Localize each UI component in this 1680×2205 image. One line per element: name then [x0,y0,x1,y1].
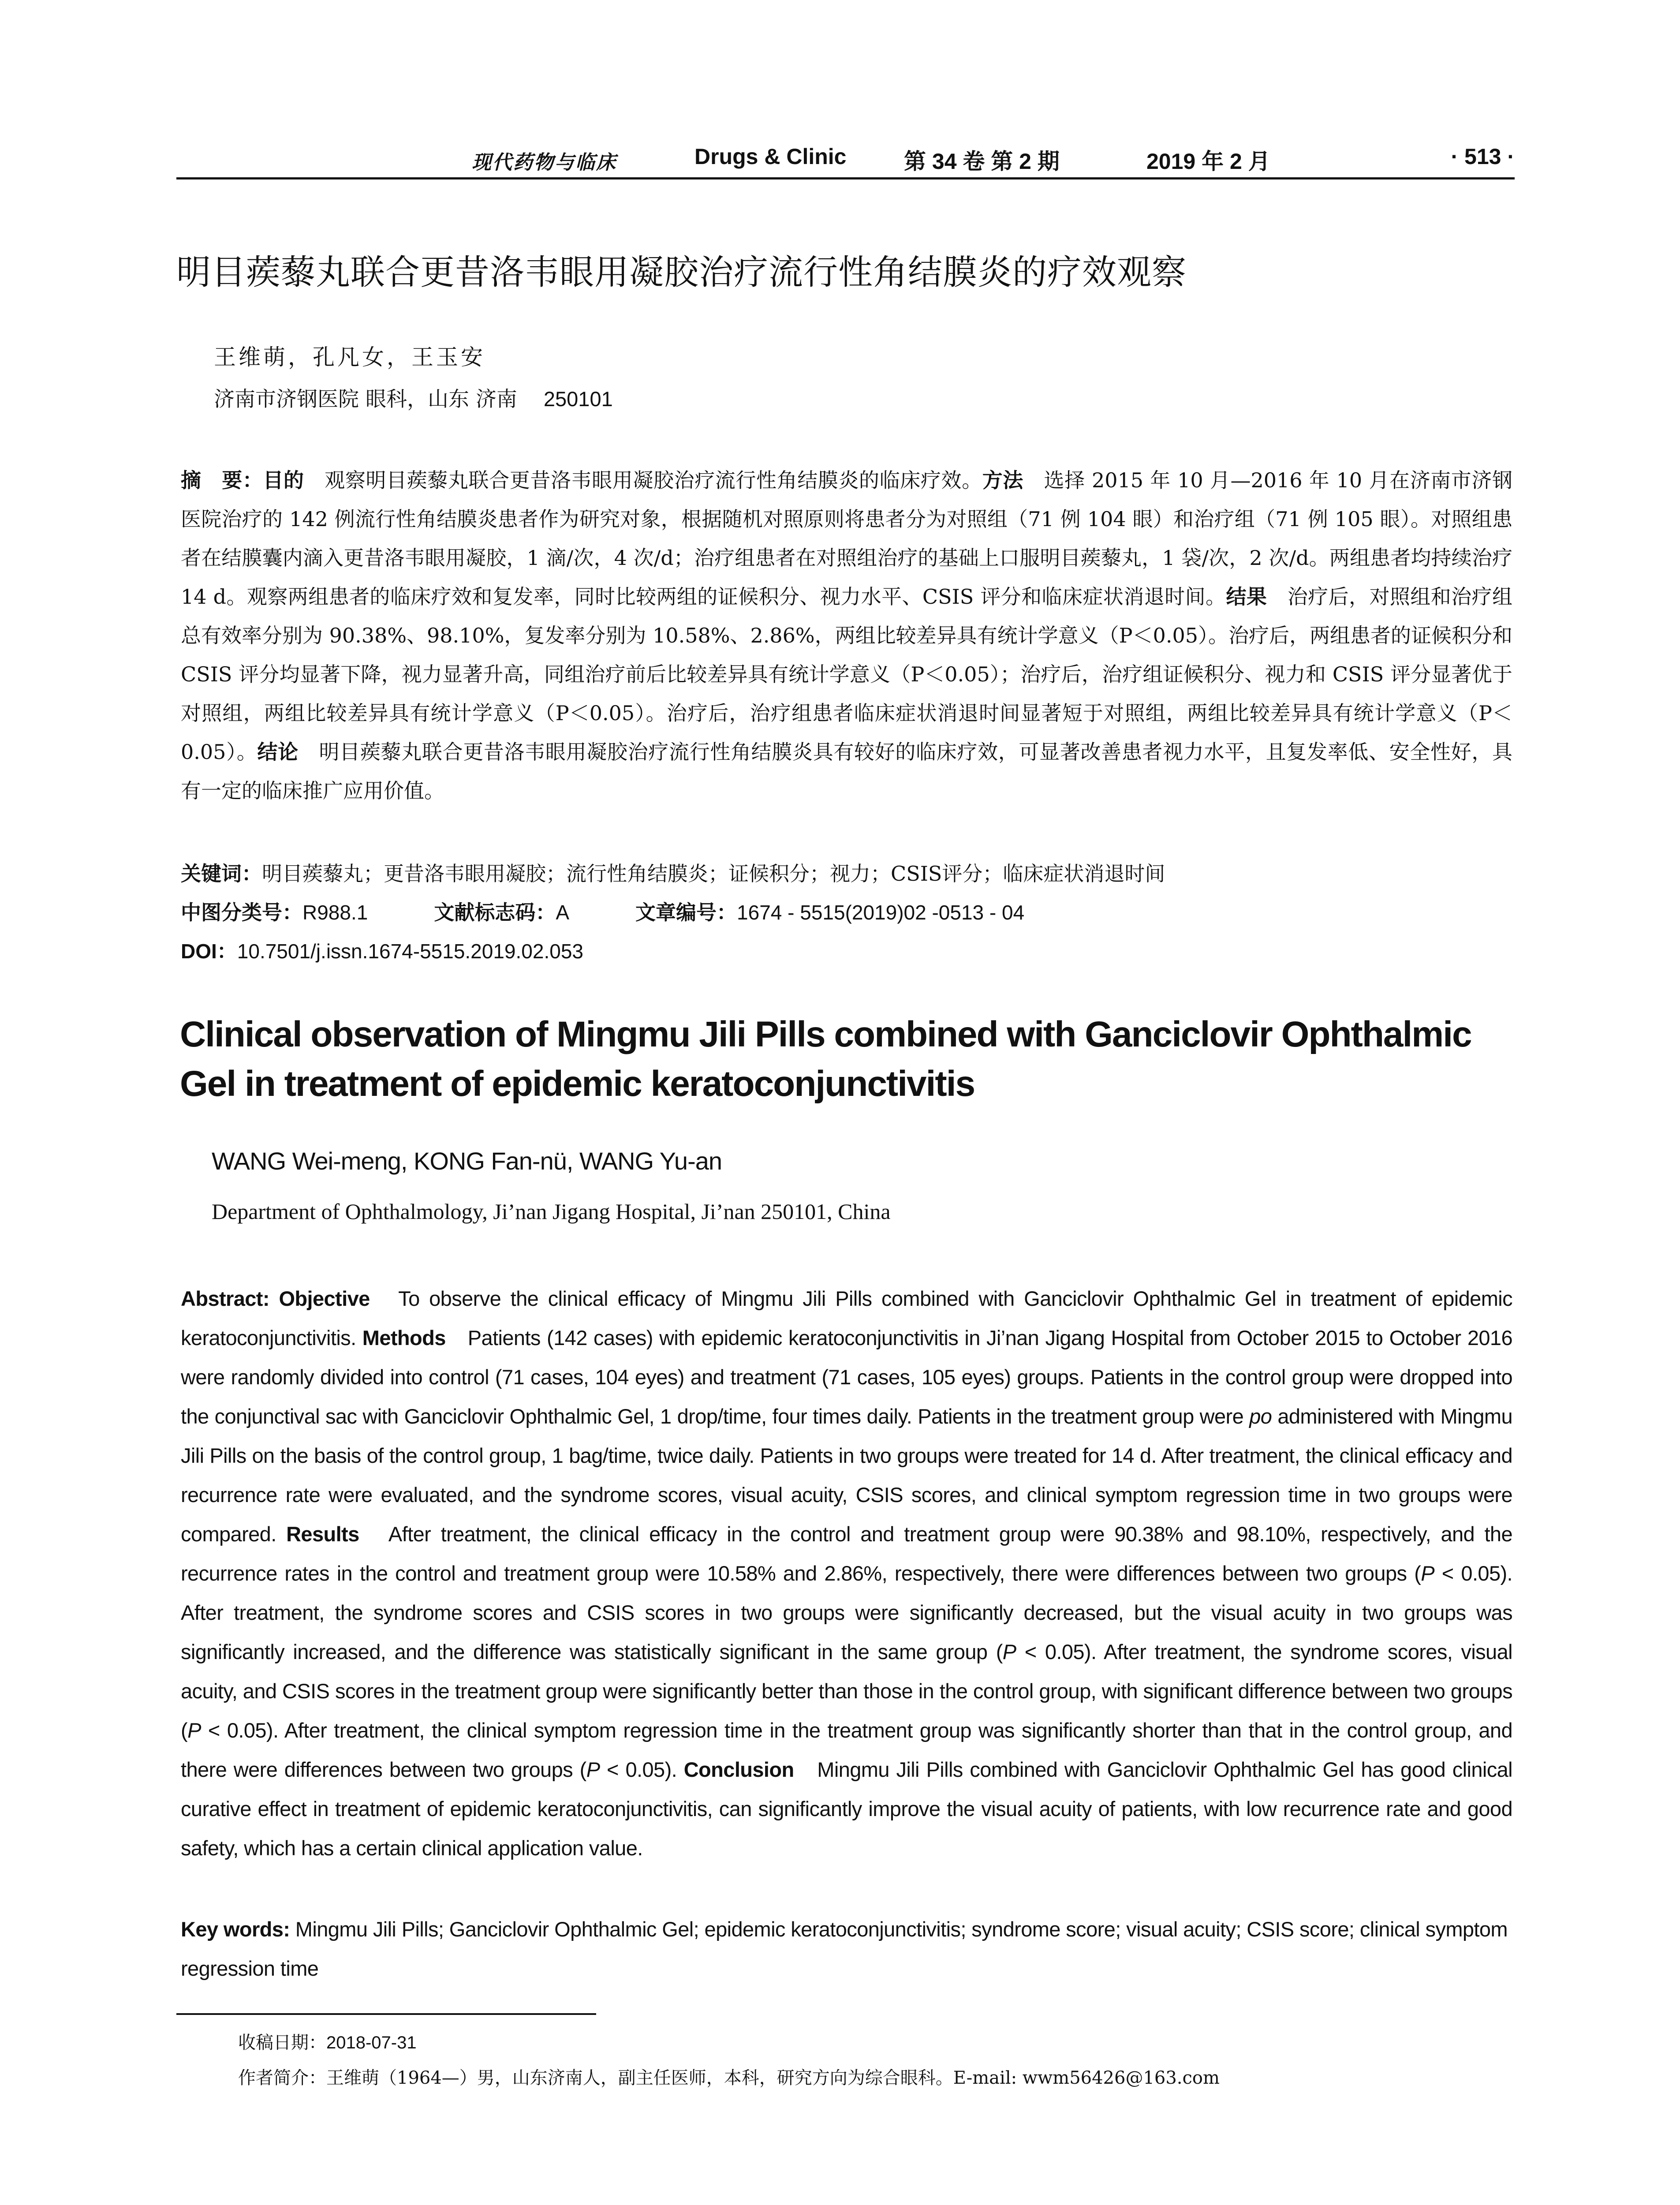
journal-name-cn: 现代药物与临床 [472,151,617,174]
title-cn: 明目蒺藜丸联合更昔洛韦眼用凝胶治疗流行性角结膜炎的疗效观察 [176,253,1187,292]
abstract-cn-methods-label: 方法 [982,469,1023,492]
abstract-cn-objective: 观察明目蒺藜丸联合更昔洛韦眼用凝胶治疗流行性角结膜炎的临床疗效。 [304,468,982,492]
author-bio-label: 作者简介： [238,2068,326,2088]
volume-issue: 第 34 卷 第 2 期 [904,149,1060,174]
abstract-en-results-label: Results [286,1522,359,1546]
abstract-en-results-5: < 0.05). [600,1758,684,1781]
p-value-symbol: P [1421,1562,1434,1585]
abstract-en-conclusion-label: Conclusion [683,1758,794,1781]
header-rule [176,177,1515,179]
doi-label: DOI： [181,940,237,963]
abstract-en-objective-label: Objective [279,1287,370,1310]
abstract-en-po: po [1249,1405,1272,1428]
abstract-en-label: Abstract: [181,1287,269,1310]
author-bio: 王维萌（1964—）男，山东济南人，副主任医师，本科，研究方向为综合眼科。E-mail: wwm56426@163.com [326,2068,1220,2088]
abstract-en-methods-1: Patients (142 cases) with epidemic keratoconjunctivitis in Ji’nan Jigang Hospital from October 2015 to October 2016 were randomly divided into control (71 cases, 104 eyes) and treatment (71 cases, 105 eyes) groups. Patients in the control group were dropped into the conjunctival sac with Ganciclovir Ophthalmic Gel, 1 drop/time, four times daily. Patients in the treatment group were [181,1326,1512,1428]
affiliation-cn [214,383,613,412]
title-en: Clinical observation of Mingmu Jili Pills combined with Ganciclovir Ophthalmic Gel in treatment of epidemic keratoconjunctivitis [180,1014,1471,1104]
footnote-author [238,2064,1220,2089]
article-no-label: 文章编号： [635,901,737,924]
affiliation-en: Department of Ophthalmology, Ji’nan Jigang Hospital, Ji’nan 250101, China [212,1199,891,1224]
keywords-en-text: Mingmu Jili Pills; Ganciclovir Ophthalmic Gel; epidemic keratoconjunctivitis; syndrome score; visual acuity; CSIS score; clinical symptom regression time [181,1917,1508,1980]
keywords-cn-text: 明目蒺藜丸；更昔洛韦眼用凝胶；流行性角结膜炎；证候积分；视力；CSIS评分；临床症状消退时间 [262,862,1165,886]
classification-line [181,897,1024,926]
doi-line [181,935,583,964]
abstract-cn-methods: 选择 2015 年 10 月—2016 年 10 月在济南市济钢医院治疗的 142 例流行性角结膜炎患者作为研究对象，根据随机对照原则将患者分为对照组（71 例 104 眼）和治疗组（71 例 105 眼）。对照组患者在结膜囊内滴入更昔洛韦眼用凝胶，1 滴/次，4 次/d；治疗组患者在对照组治疗的基础上口服明目蒺藜丸，1 袋/次，2 次/d。两组患者均持续治疗 14 d。观察两组患者的临床疗效和复发率，同时比较两组的证候积分、视力水平、CSIS 评分和临床症状消退时间。 [181,468,1513,609]
affiliation-cn-zip: 250101 [543,387,613,411]
doc-code-value: A [556,901,570,924]
running-header [176,140,1515,176]
affiliation-cn-text: 济南市济钢医院 眼科，山东 济南 [214,387,517,411]
abstract-cn-conclusion-label: 结论 [257,740,299,763]
abstract-en-conclusion: Mingmu Jili Pills combined with Ganciclovir Ophthalmic Gel has good clinical curative effect in treatment of epidemic keratoconjunctivitis, can significantly improve the visual acuity of patients, with low recurrence rate and good safety, which has a certain clinical application value. [181,1758,1512,1860]
abstract-en-objective: To observe the clinical efficacy of Mingmu Jili Pills combined with Ganciclovir Ophthalmic Gel in treatment of epidemic keratoconjunctivitis. [181,1287,1512,1349]
abstract-cn-results: 治疗后，对照组和治疗组总有效率分别为 90.38%、98.10%，复发率分别为 10.58%、2.86%，两组比较差异具有统计学意义（P＜0.05）。治疗后，两组患者的证候积分和 CSIS 评分均显著下降，视力显著升高，同组治疗前后比较差异具有统计学意义（P＜0.05）；治疗后，治疗组证候积分、视力和 CSIS 评分显著优于对照组，两组比较差异具有统计学意义（P＜0.05）。治疗后，治疗组患者临床症状消退时间显著短于对照组，两组比较差异具有统计学意义（P＜0.05）。 [181,585,1513,764]
keywords-cn-label: 关键词： [181,862,262,885]
clc-label: 中图分类号： [181,901,302,924]
abstract-en [181,1279,1512,1868]
received-date: 2018-07-31 [326,2033,417,2052]
abstract-en-results-1: After treatment, the clinical efficacy in the control and treatment group were 90.38% and 98.10%, respectively, and the recurrence rates in the control and treatment group were 10.58% and 2.86%, respectively, there were differences between two groups ( [181,1522,1512,1585]
abstract-cn [181,461,1512,810]
keywords-en-label: Key words: [181,1917,290,1941]
p-value-symbol: P [1002,1640,1016,1663]
journal-name-en: Drugs & Clinic [694,144,847,169]
p-value-symbol: P [586,1758,600,1781]
abstract-en-results-2: < 0.05). After treatment, the syndrome scores and CSIS scores in two groups were significantly decreased, but the visual acuity in two groups was significantly increased, and the difference was statistically significant in the same group ( [181,1562,1512,1663]
keywords-en [181,1910,1512,1988]
abstract-en-methods-2: administered with Mingmu Jili Pills on the basis of the control group, 1 bag/time, twice daily. Patients in two groups were treated for 14 d. After treatment, the clinical efficacy and recurrence rate were evaluated, and the syndrome scores, visual acuity, CSIS scores, and clinical symptom regression time in two groups were compared. [181,1405,1513,1546]
doi-value[interactable]: 10.7501/j.issn.1674-5515.2019.02.053 [237,940,583,963]
authors-en: WANG Wei-meng, KONG Fan-nü, WANG Yu-an [212,1147,722,1175]
received-label: 收稿日期： [238,2033,326,2052]
keywords-cn [181,858,1165,887]
footnote-received [238,2029,417,2054]
abstract-en-results-4: < 0.05). After treatment, the clinical symptom regression time in the treatment group was significantly shorter than that in the control group, and there were differences between two groups ( [181,1719,1512,1781]
abstract-cn-objective-label: 目的 [263,469,304,492]
article-no-value: 1674 - 5515(2019)02 -0513 - 04 [737,901,1025,924]
authors-cn: 王维萌，孔凡女，王玉安 [214,344,485,370]
clc-value: R988.1 [302,901,368,924]
abstract-en-results-3: < 0.05). After treatment, the syndrome scores, visual acuity, and CSIS scores in the treatment group were significantly better than those in the control group, with significant difference between two groups ( [181,1640,1512,1742]
page-number: · 513 · [1451,144,1515,169]
footnote-rule [176,2013,596,2015]
abstract-cn-label: 摘 要： [181,469,263,492]
abstract-en-methods-label: Methods [362,1326,446,1349]
doc-code-label: 文献标志码： [434,901,556,924]
abstract-cn-results-label: 结果 [1226,585,1267,608]
p-value-symbol: P [187,1719,201,1742]
issue-date: 2019 年 2 月 [1146,149,1270,174]
abstract-cn-conclusion: 明目蒺藜丸联合更昔洛韦眼用凝胶治疗流行性角结膜炎具有较好的临床疗效，可显著改善患者视力水平，且复发率低、安全性好，具有一定的临床推广应用价值。 [181,740,1513,803]
